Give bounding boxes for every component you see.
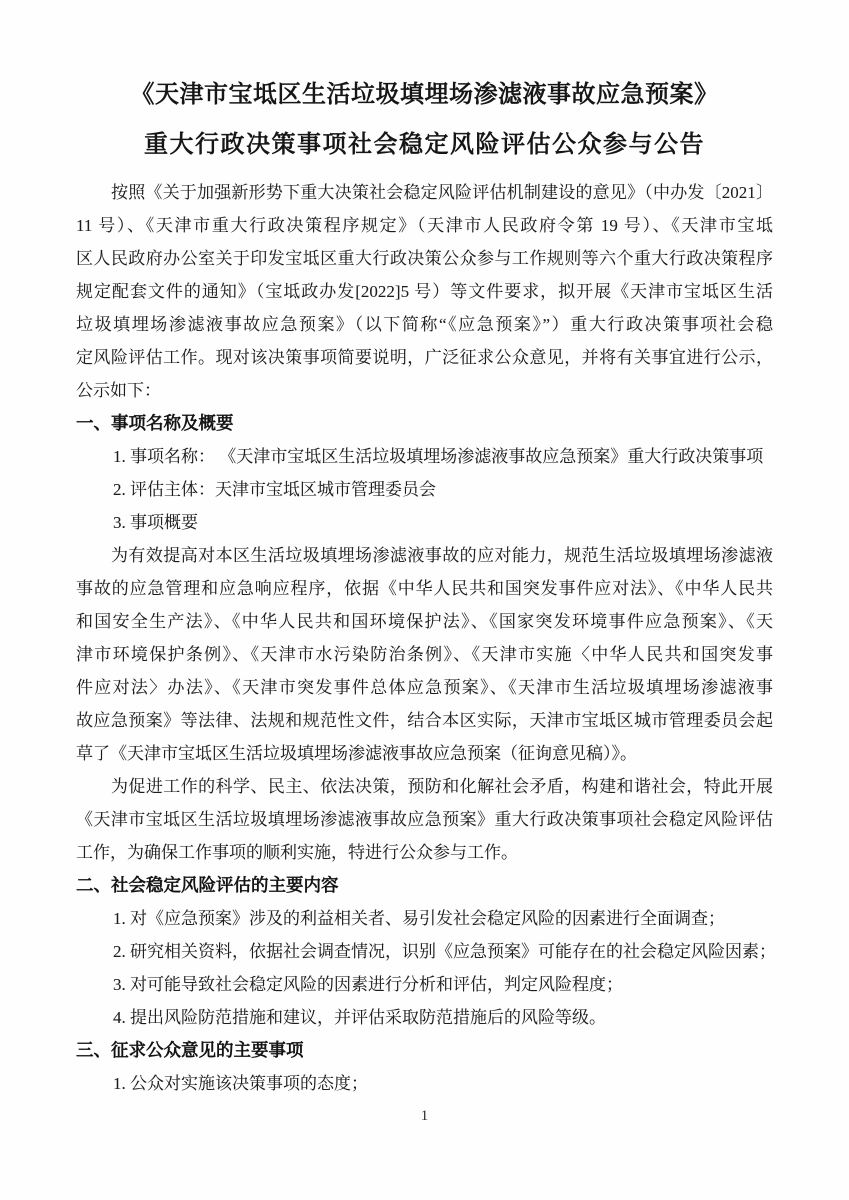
document-line: 为有效提高对本区生活垃圾填埋场渗滤液事故的应对能力，规范生活垃圾填埋场渗滤液: [111, 546, 773, 565]
page-number: 1: [420, 1108, 429, 1124]
document-line: 1. 事项名称： 《天津市宝坻区生活垃圾填埋场渗滤液事故应急预案》重大行政决策事项: [113, 447, 764, 466]
document-line: 定风险评估工作。现对该决策事项简要说明，广泛征求公众意见，并将有关事宜进行公示，: [76, 348, 773, 367]
document-line: 草了《天津市宝坻区生活垃圾填埋场渗滤液事故应急预案（征询意见稿）》。: [76, 744, 637, 763]
document-line: 2. 评估主体：天津市宝坻区城市管理委员会: [113, 480, 436, 499]
document-line: 事故的应急管理和应急响应程序，依据《中华人民共和国突发事件应对法》、《中华人民共: [76, 579, 773, 598]
document-line: 《天津市宝坻区生活垃圾填埋场渗滤液事故应急预案》重大行政决策事项社会稳定风险评估: [76, 810, 773, 829]
document-line: 津市环境保护条例》、《天津市水污染防治条例》、《天津市实施〈中华人民共和国突发事: [76, 645, 773, 664]
document-line: 1. 对《应急预案》涉及的利益相关者、易引发社会稳定风险的因素进行全面调查；: [113, 909, 725, 928]
document-line: 区人民政府办公室关于印发宝坻区重大行政决策公众参与工作规则等六个重大行政决策程序: [76, 249, 773, 268]
section-heading-2: 二、社会稳定风险评估的主要内容: [76, 875, 339, 895]
document-line: 为促进工作的科学、民主、依法决策，预防和化解社会矛盾，构建和谐社会，特此开展: [111, 777, 773, 796]
document-line: 工作，为确保工作事项的顺利实施，特进行公众参与工作。: [76, 843, 518, 862]
document-line: 3. 事项概要: [113, 513, 198, 532]
document-line: 2. 研究相关资料，依据社会调查情况，识别《应急预案》可能存在的社会稳定风险因素；: [113, 942, 776, 961]
document-line: 故应急预案》等法律、法规和规范性文件，结合本区实际，天津市宝坻区城市管理委员会起: [76, 711, 773, 730]
section-heading-3: 三、征求公众意见的主要事项: [76, 1040, 304, 1060]
document-line: 规定配套文件的通知》（宝坻政办发[2022]5 号）等文件要求，拟开展《天津市宝坻区生活: [76, 282, 773, 301]
document-body: [76, 176, 776, 1100]
document-line: 件应对法〉办法》、《天津市突发事件总体应急预案》、《天津市生活垃圾填埋场渗滤液事: [76, 678, 773, 697]
document-line: 11 号）、《天津市重大行政决策程序规定》（天津市人民政府令第 19 号）、《天津市宝坻: [76, 216, 773, 235]
document-line: 垃圾填埋场渗滤液事故应急预案》（以下简称“《应急预案》”）重大行政决策事项社会稳: [76, 315, 773, 334]
document-line: 和国安全生产法》、《中华人民共和国环境保护法》、《国家突发环境事件应急预案》、《天: [76, 612, 773, 631]
document-line: 3. 对可能导致社会稳定风险的因素进行分析和评估，判定风险程度；: [113, 975, 623, 994]
document-title-line2: 重大行政决策事项社会稳定风险评估公众参与公告: [144, 131, 705, 158]
document-line: 1. 公众对实施该决策事项的态度；: [113, 1074, 368, 1093]
document-line: 4. 提出风险防范措施和建议，并评估采取防范措施后的风险等级。: [113, 1008, 606, 1027]
document-line: 按照《关于加强新形势下重大决策社会稳定风险评估机制建设的意见》（中办发〔2021〕: [111, 183, 773, 202]
section-heading-1: 一、事项名称及概要: [76, 413, 234, 433]
document-content: [76, 80, 776, 1126]
document-line: 公示如下：: [76, 381, 161, 400]
document-title-line1: 《天津市宝坻区生活垃圾填埋场渗滤液事故应急预案》: [130, 81, 719, 108]
